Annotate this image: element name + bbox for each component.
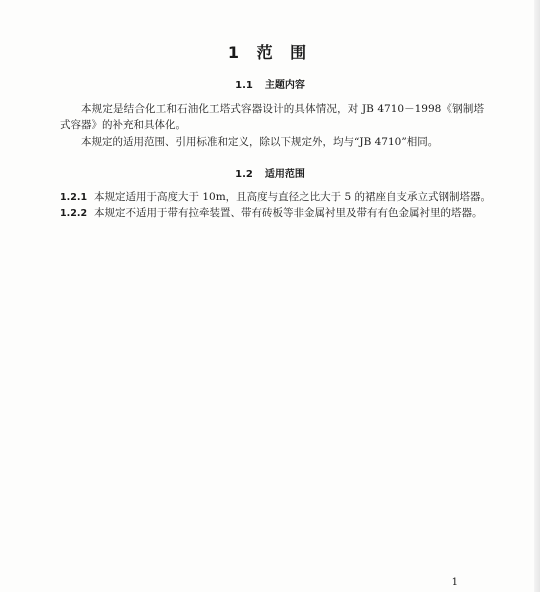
section-heading-1-2 — [0, 165, 540, 180]
section-heading-1-1 — [0, 76, 540, 91]
chapter-title: 1 范 围 — [227, 43, 313, 62]
page-number: 1 — [451, 577, 458, 588]
section-title: 主题内容 — [264, 80, 305, 91]
section-number: 1.1 — [235, 80, 253, 91]
clause-number: 1.2.1 — [60, 192, 88, 203]
clause-number: 1.2.2 — [60, 208, 88, 219]
clause-text: 本规定不适用于带有拉牵装置、带有砖板等非金属衬里及带有有色金属衬里的塔器。 — [94, 207, 483, 219]
clause-text: 本规定适用于高度大于 10m，且高度与直径之比大于 5 的裙座自支承立式钢制塔器。 — [94, 191, 492, 203]
paragraph: 本规定的适用范围、引用标准和定义，除以下规定外，均与“JB 4710”相同。 — [81, 136, 439, 148]
section-title: 适用范围 — [264, 169, 305, 180]
section-number: 1.2 — [235, 169, 253, 180]
clause-1-2-1 — [60, 190, 510, 205]
paragraph: 本规定是结合化工和石油化工塔式容器设计的具体情况，对 JB 4710－1998《钢制塔式容器》的补充和具体化。 — [60, 103, 484, 131]
clause-1-2-2 — [60, 206, 510, 221]
